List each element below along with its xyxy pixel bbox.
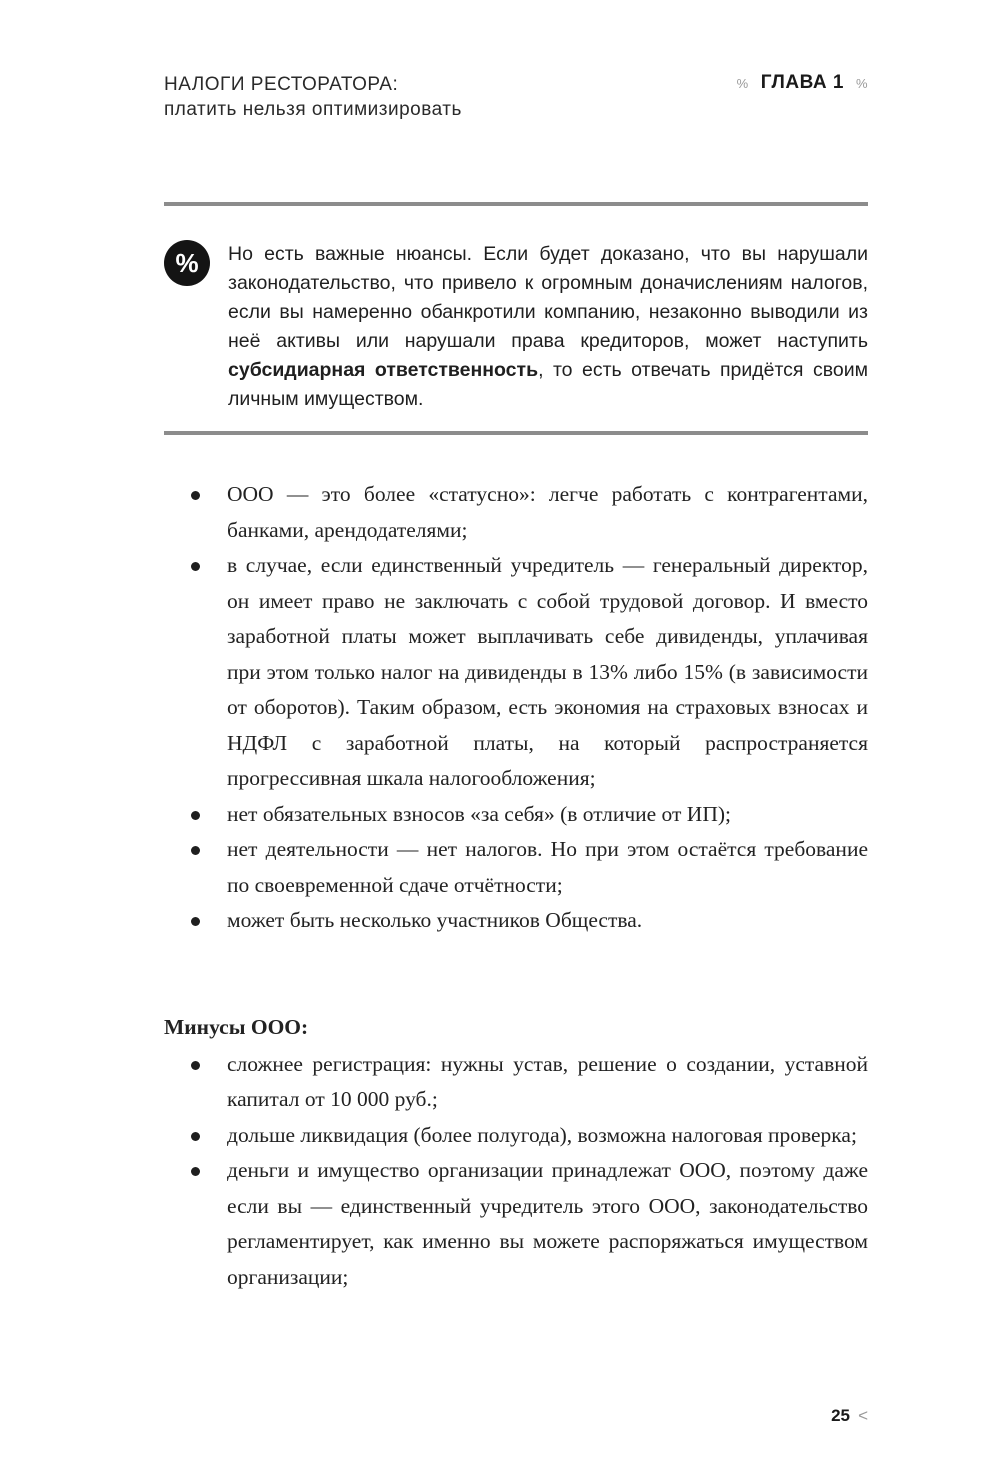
pros-list — [164, 477, 868, 939]
note-top-rule — [164, 202, 868, 206]
bullet-icon — [191, 491, 200, 500]
cons-list — [164, 1047, 868, 1296]
note-text-end: , то есть отвечать придётся своим личным имуществом. — [228, 359, 868, 410]
list-item: деньги и имущество организации принадлежат ООО, поэтому даже если вы — единственный учредитель этого ООО, законодательство регламентирует, как именно вы можете распоряжаться имуществом организации; — [164, 1153, 868, 1295]
list-item: ООО — это более «статусно»: легче работать с контрагентами, банками, арендодателями; — [164, 477, 868, 548]
list-item: нет деятельности — нет налогов. Но при этом остаётся требование по своевременной сдаче отчётности; — [164, 832, 868, 903]
bullet-icon — [191, 1167, 200, 1176]
list-item: нет обязательных взносов «за себя» (в отличие от ИП); — [164, 797, 868, 833]
book-subtitle: платить нельзя оптимизировать — [164, 99, 462, 120]
list-item: может быть несколько участников Общества. — [164, 903, 868, 939]
bullet-icon — [191, 1132, 200, 1141]
pros-section — [164, 477, 868, 939]
book-title: НАЛОГИ РЕСТОРАТОРА: — [164, 74, 399, 95]
bullet-icon — [191, 1061, 200, 1070]
bullet-icon — [191, 811, 200, 820]
list-item: дольше ликвидация (более полугода), возможна налоговая проверка; — [164, 1118, 868, 1154]
running-head — [164, 72, 462, 122]
cons-heading: Минусы ООО: — [164, 1015, 309, 1039]
percent-icon: % — [164, 240, 210, 286]
note-bottom-rule — [164, 431, 868, 435]
note-text-bold: субсидиарная ответственность — [228, 359, 539, 381]
list-item: сложнее регистрация: нужны устав, решение о создании, уставной капитал от 10 000 руб.; — [164, 1047, 868, 1118]
bullet-icon — [191, 846, 200, 855]
cons-section — [164, 1010, 868, 1295]
percent-marker-left: % — [736, 75, 749, 91]
chapter-title: ГЛАВА 1 — [760, 72, 844, 93]
note-text-start: Но есть важные нюансы. Если будет доказано, что вы нарушали законодательство, что привело к огромным доначислениям налогов, если вы намеренно обанкротили компанию, незаконно выводили из неё активы или нарушали права кредиторов, может наступить — [228, 243, 868, 352]
percent-marker-right: % — [855, 75, 868, 91]
bullet-icon — [191, 917, 200, 926]
bullet-icon — [191, 562, 200, 571]
list-item: в случае, если единственный учредитель — генеральный директор, он имеет право не заключать с собой трудовой договор. И вместо заработной платы может выплачивать себе дивиденды, уплачивая при этом только налог на дивиденды в 13% либо 15% (в зависимости от оборотов). Таким образом, есть экономия на страховых взносах и НДФЛ с заработной платы, на который распространяется прогрессивная шкала налогообложения; — [164, 548, 868, 797]
note-box-text — [228, 240, 868, 414]
chevron-left-icon: < — [858, 1406, 868, 1425]
page-number: 25 — [831, 1406, 850, 1425]
chapter-label — [737, 72, 868, 94]
